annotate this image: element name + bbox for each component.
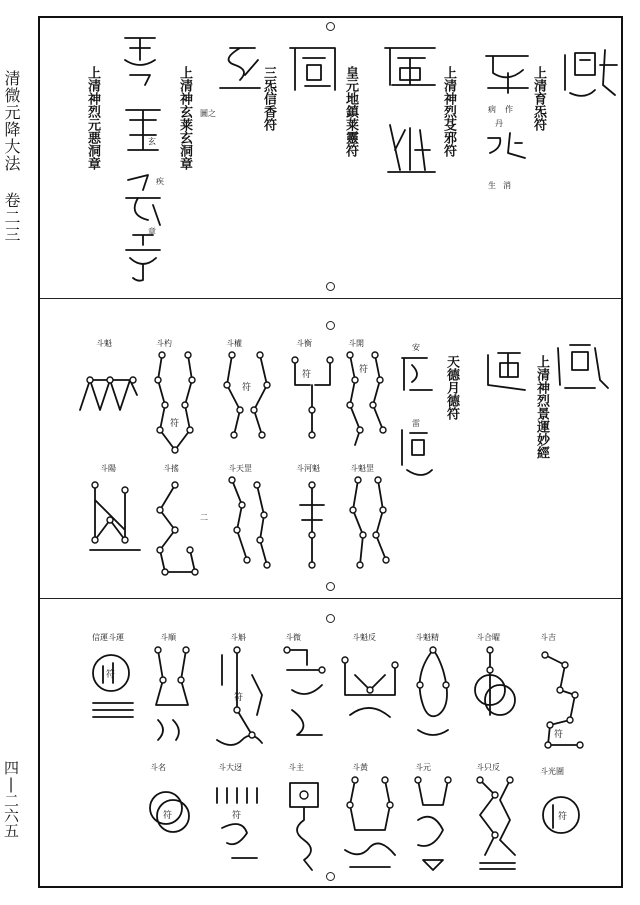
star-label: 斗合曜 xyxy=(476,633,500,642)
talisman-title: 皇元地鎮莱靈符 xyxy=(343,66,358,157)
binding-hole xyxy=(326,614,335,623)
binding-hole xyxy=(326,872,335,881)
star-diagram xyxy=(85,480,145,570)
star-label: 斗光圍 xyxy=(540,767,564,776)
svg-text:符: 符 xyxy=(359,365,369,375)
seal-script-glyph xyxy=(118,100,168,160)
annotation: 雷 xyxy=(412,419,420,428)
seal-script-glyph xyxy=(480,345,535,395)
star-diagram xyxy=(212,778,272,868)
seal-script-glyph xyxy=(210,40,270,100)
star-label: 斗魁罡 xyxy=(350,464,374,473)
star-diagram xyxy=(150,350,200,460)
star-diagram xyxy=(408,645,458,755)
star-label: 斗大迓 xyxy=(218,763,242,772)
star-label: 斗魁精 xyxy=(415,633,439,642)
page-number: 四|二六五 xyxy=(2,760,20,838)
binding-hole xyxy=(326,22,335,31)
star-label: 斗吉 xyxy=(540,633,556,642)
star-diagram xyxy=(150,480,205,580)
star-diagram xyxy=(470,645,520,735)
star-diagram xyxy=(340,645,400,735)
star-diagram xyxy=(282,775,327,875)
seal-script-glyph xyxy=(392,425,437,480)
star-diagram xyxy=(470,775,525,875)
volume-title: 清微元降大法 卷二三 xyxy=(2,70,21,243)
seal-script-glyph xyxy=(555,45,625,105)
annotation: 作 xyxy=(505,105,513,114)
seal-script-glyph xyxy=(480,128,530,168)
svg-text:符: 符 xyxy=(242,383,252,393)
star-label: 斗杓 xyxy=(156,339,172,348)
star-diagram xyxy=(345,350,395,450)
annotation: 生 xyxy=(488,181,496,190)
star-label: 斗黃 xyxy=(352,763,368,772)
seal-script-glyph xyxy=(380,120,440,180)
seal-script-glyph xyxy=(478,48,538,98)
svg-text:符: 符 xyxy=(234,693,244,703)
annotation: 疾 xyxy=(156,177,164,186)
talisman-title: 三炁信香符 xyxy=(261,66,276,131)
star-diagram xyxy=(408,775,458,875)
svg-text:符: 符 xyxy=(554,730,564,740)
talisman-title: 上清育炁符 xyxy=(531,66,546,131)
star-diagram xyxy=(88,648,138,728)
star-diagram xyxy=(212,645,272,755)
star-diagram xyxy=(75,355,145,425)
talisman-title: 天德月德符 xyxy=(444,355,459,420)
svg-text:符: 符 xyxy=(558,812,568,822)
binding-hole xyxy=(326,321,335,330)
star-label: 斗斛 xyxy=(230,633,246,642)
star-label: 斗天罡 xyxy=(228,464,252,473)
annotation: 圖之 xyxy=(200,109,216,118)
seal-script-glyph xyxy=(380,40,440,90)
star-label: 斗主 xyxy=(288,763,304,772)
star-diagram xyxy=(540,645,590,755)
annotation: 玄 xyxy=(148,137,156,146)
panel-divider-1 xyxy=(40,298,621,299)
star-label: 斗陽 xyxy=(100,464,116,473)
seal-script-glyph xyxy=(118,230,168,285)
star-diagram xyxy=(222,475,272,575)
svg-text:符: 符 xyxy=(163,811,173,821)
star-diagram xyxy=(538,790,588,850)
star-label: 斗順 xyxy=(160,633,176,642)
star-diagram xyxy=(145,788,195,858)
talisman-title: 上清神玄莱玄洞章 xyxy=(177,66,192,170)
talisman-title: 上清神烈景運妙經 xyxy=(534,355,549,459)
star-label: 斗只反 xyxy=(476,763,500,772)
annotation: 二 xyxy=(200,513,208,522)
seal-script-glyph xyxy=(285,40,345,100)
annotation: 安 xyxy=(412,343,420,352)
panel-divider-2 xyxy=(40,598,621,599)
star-label: 斗魁反 xyxy=(352,633,376,642)
star-label: 斗搖 xyxy=(163,464,179,473)
seal-script-glyph xyxy=(118,170,168,230)
star-label: 斗衡 xyxy=(296,339,312,348)
talisman-title: 上清神烈元悪洞章 xyxy=(85,66,100,170)
star-label: 斗開 xyxy=(348,339,364,348)
star-label: 斗權 xyxy=(226,339,242,348)
binding-hole xyxy=(326,282,335,291)
seal-script-glyph xyxy=(550,340,610,395)
annotation: 丹 xyxy=(495,119,503,128)
star-diagram xyxy=(348,475,393,575)
svg-text:符: 符 xyxy=(106,670,116,680)
star-diagram xyxy=(282,645,327,745)
star-label: 斗名 xyxy=(150,763,166,772)
star-diagram xyxy=(292,480,332,570)
star-label: 斗元 xyxy=(415,763,431,772)
svg-text:符: 符 xyxy=(170,419,180,429)
star-diagram xyxy=(148,645,198,755)
svg-text:符: 符 xyxy=(302,370,312,380)
star-label: 信運斗運 xyxy=(92,633,124,642)
star-diagram xyxy=(340,775,400,875)
svg-text:符: 符 xyxy=(232,811,242,821)
star-label: 斗微 xyxy=(285,633,301,642)
seal-script-glyph xyxy=(115,30,165,90)
star-label: 斗河魁 xyxy=(296,464,320,473)
binding-hole xyxy=(326,582,335,591)
annotation: 章 xyxy=(148,227,156,236)
annotation: 病 xyxy=(488,105,496,114)
talisman-title: 上清神烈芟邪符 xyxy=(441,66,456,157)
seal-script-glyph xyxy=(392,350,437,400)
annotation: 消 xyxy=(503,181,511,190)
star-diagram xyxy=(290,355,335,445)
star-diagram xyxy=(222,350,272,450)
star-label: 斗魁 xyxy=(96,339,112,348)
